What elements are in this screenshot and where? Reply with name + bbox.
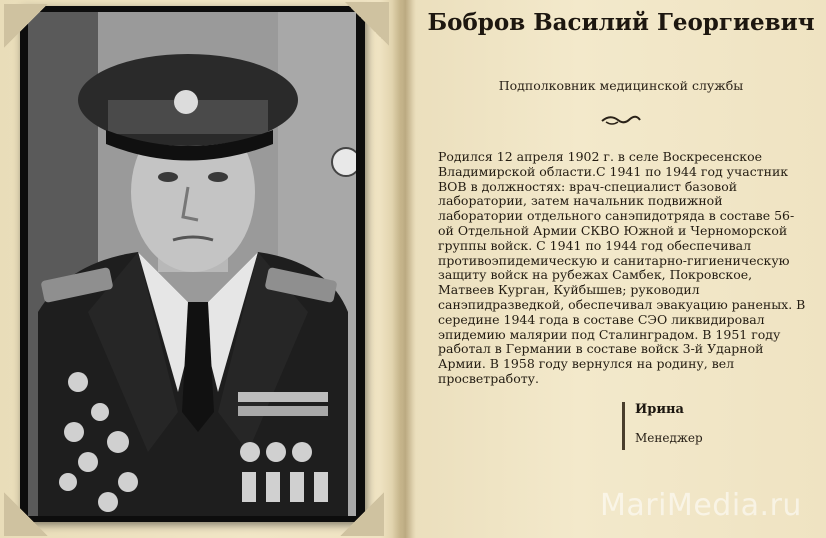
photo-corner-bottom-right [340, 492, 384, 536]
photo-corner-top-right [345, 2, 389, 46]
biography-text: Родился 12 апреля 1902 г. в селе Воскресенское Владимирской области.С 1941 по 1944 год участник ВОВ в должностях: врач-специалист базовой лаборатории, затем начальник подвижной лаборатории отдельного санэпидотряда в составе 56-ой Отдельной Армии СКВО Южной и Черноморской группы войск. С 1941 по 1944 год обеспечивал противоэпидемическую и санитарно-гигиеническую защиту войск на рубежах Самбек, Покровское, Матвеев Курган, Куйбышев; руководил санэпидразведкой, обеспечивал эвакуацию раненых. В середине 1944 года в составе СЭО ликвидировал эпидемию малярии под Сталинградом. В 1951 году работал в Германии в составе войск 3-й Ударной Армии. В 1958 году вернулся на родину, вел просветработу. [438, 149, 806, 386]
portrait-illustration [28, 12, 356, 516]
author-name: Ирина [635, 402, 684, 417]
right-page [416, 0, 826, 538]
author-block [622, 402, 703, 450]
left-page [0, 0, 404, 538]
person-rank: Подполковник медицинской службы [498, 78, 744, 93]
person-name: Бобров Василий Георгиевич [427, 9, 815, 36]
photo-corner-bottom-left [4, 492, 48, 536]
photo-corner-top-left [4, 4, 48, 48]
portrait-photo [28, 12, 356, 516]
flourish-ornament-icon [600, 112, 642, 128]
photo-frame [20, 6, 365, 522]
author-role: Менеджер [635, 431, 703, 445]
site-watermark: MariMedia.ru [600, 488, 802, 523]
book-spine [392, 0, 416, 538]
